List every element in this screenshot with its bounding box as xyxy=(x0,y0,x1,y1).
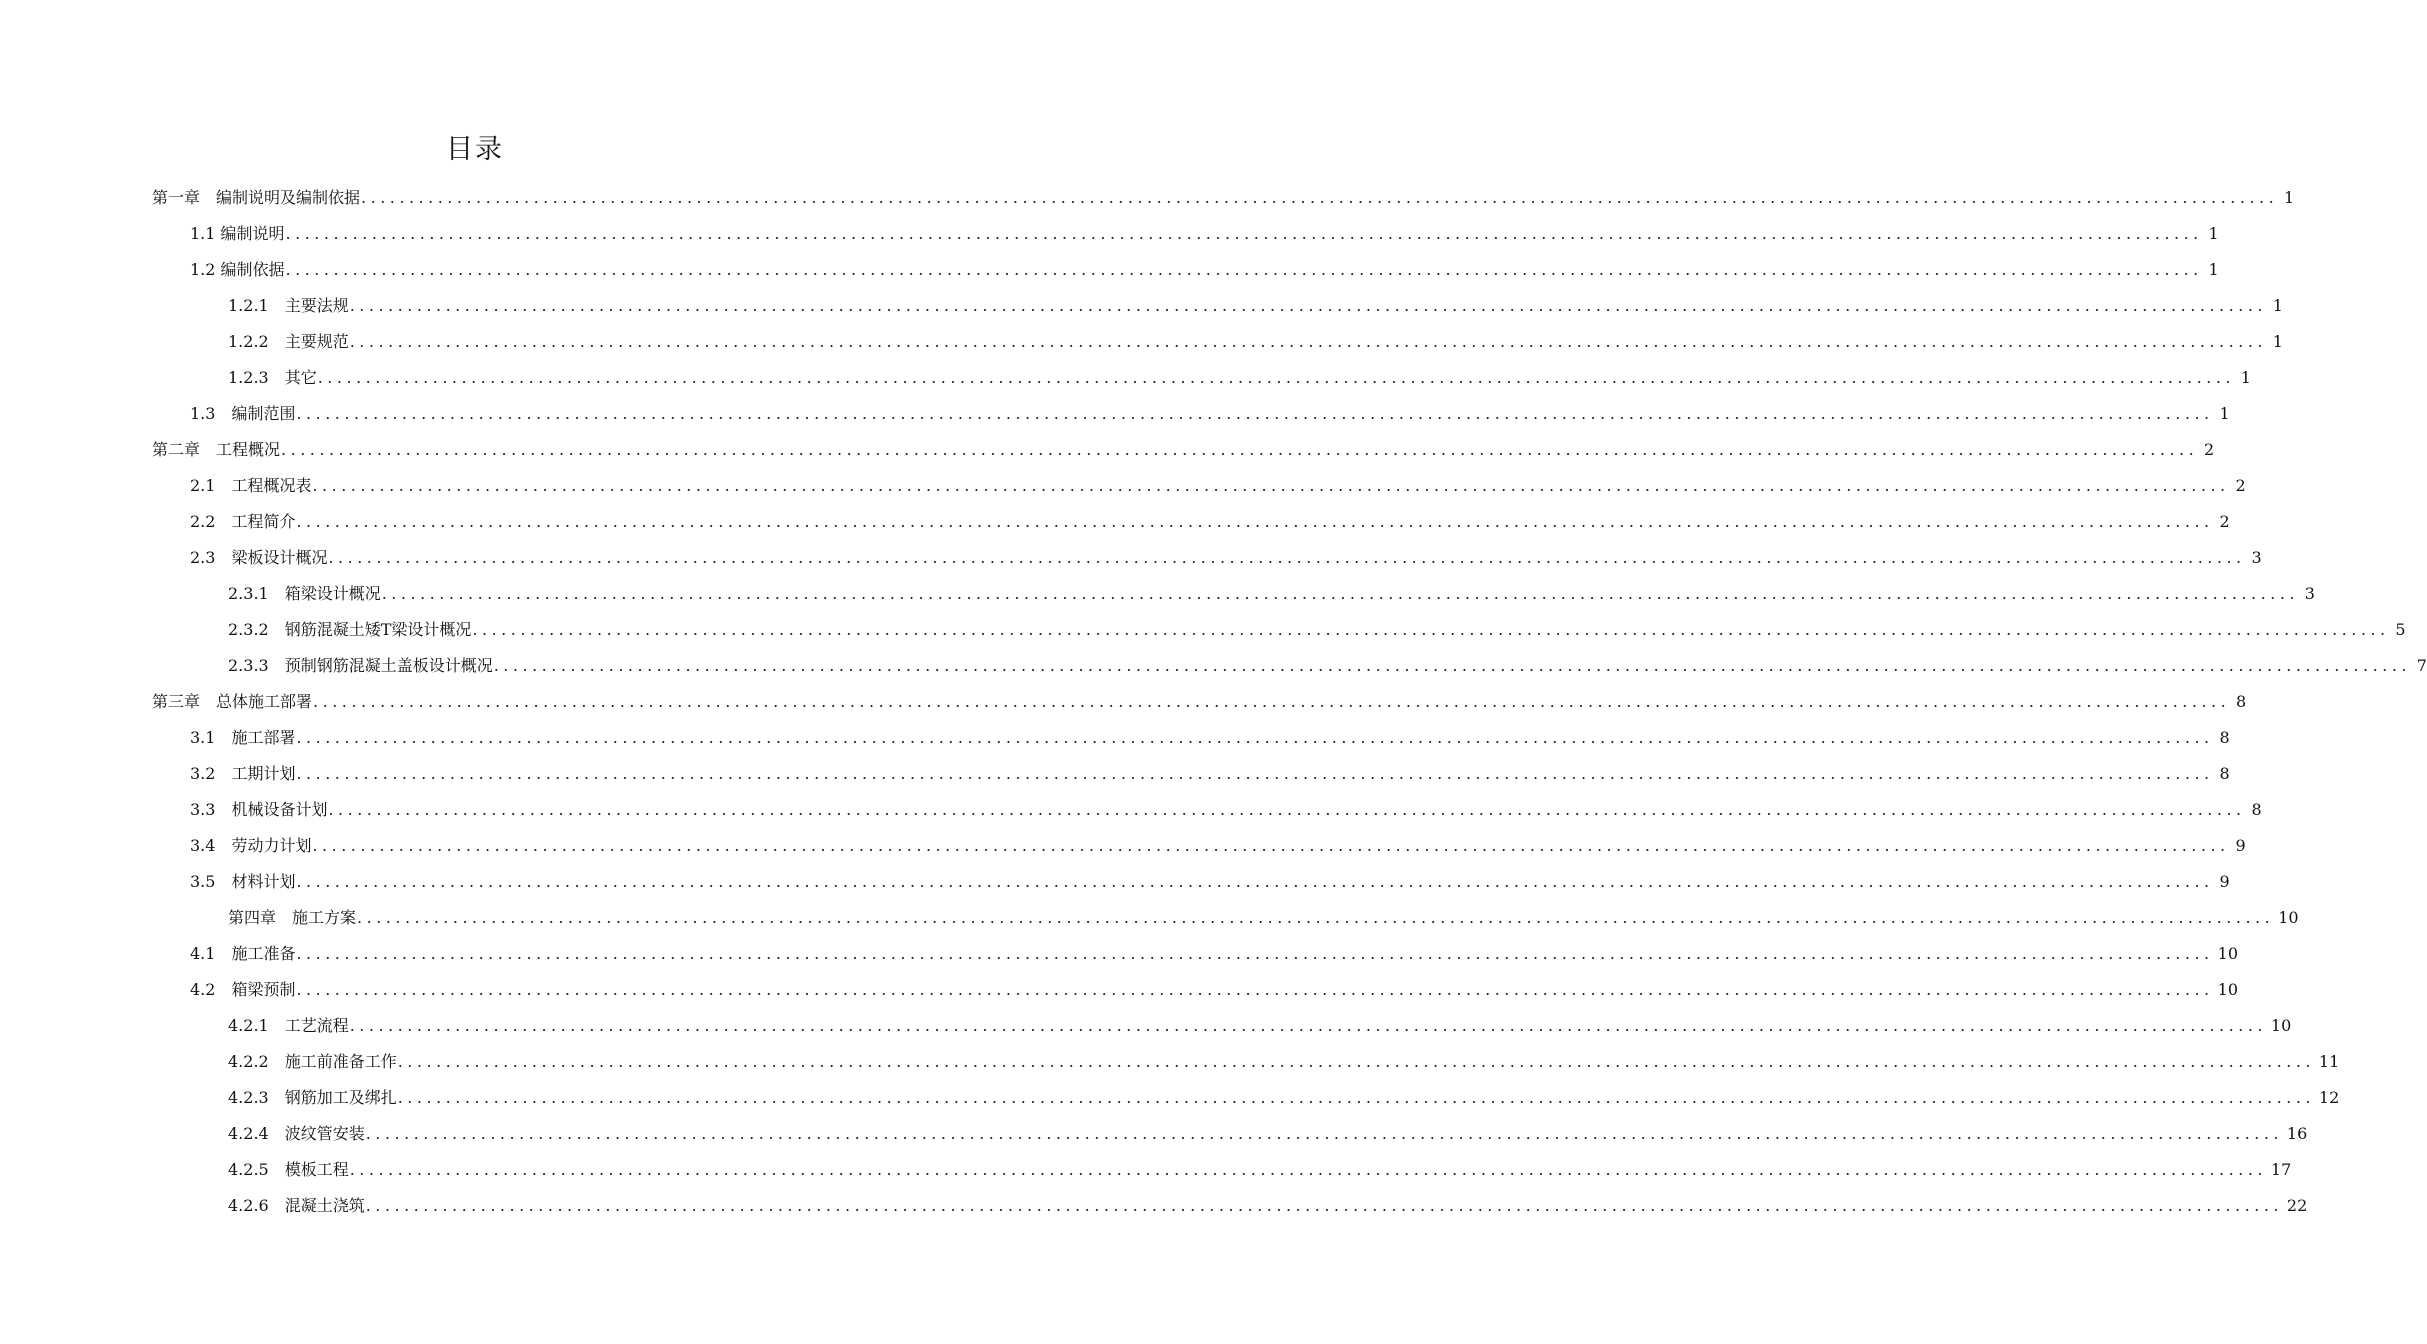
toc-entry-title: 第一章 编制说明及编制依据 xyxy=(152,188,361,207)
dot-leader: ........................................................................................................................................................................................................ xyxy=(296,512,2214,531)
dot-leader: ........................................................................................................................................................................................................ xyxy=(312,836,2230,855)
toc-entry-page-number: 5 xyxy=(2395,620,2406,639)
toc-entry[interactable] xyxy=(0,836,2246,872)
toc-entry-page-number: 8 xyxy=(2219,764,2230,783)
dot-leader: ........................................................................................................................................................................................................ xyxy=(472,620,2390,639)
toc-entry-title: 4.1 施工准备 xyxy=(190,944,296,963)
toc-entry[interactable] xyxy=(0,188,2295,224)
dot-leader: ........................................................................................................................................................................................................ xyxy=(357,908,2275,927)
dot-leader: ........................................................................................................................................................................................................ xyxy=(381,584,2299,603)
toc-entry-title: 2.2 工程简介 xyxy=(190,512,296,531)
dot-leader: ........................................................................................................................................................................................................ xyxy=(349,1016,2267,1035)
dot-leader: ........................................................................................................................................................................................................ xyxy=(296,944,2214,963)
toc-entry[interactable] xyxy=(0,620,2406,656)
toc-entry-page-number: 8 xyxy=(2251,800,2262,819)
toc-entry-title: 4.2.2 施工前准备工作 xyxy=(228,1052,397,1071)
toc-entry[interactable] xyxy=(0,1052,2340,1088)
toc-entry-page-number: 10 xyxy=(2217,980,2238,999)
page-title: 目录 xyxy=(446,134,504,165)
dot-leader: ........................................................................................................................................................................................................ xyxy=(349,296,2267,315)
toc-entry-title: 第二章 工程概况 xyxy=(152,440,281,459)
toc-entry[interactable] xyxy=(0,800,2262,836)
dot-leader: ........................................................................................................................................................................................................ xyxy=(313,692,2231,711)
toc-entry-title: 2.3.2 钢筋混凝土矮T梁设计概况 xyxy=(228,620,472,639)
toc-entry[interactable] xyxy=(0,1160,2292,1196)
toc-entry[interactable] xyxy=(0,1124,2308,1160)
dot-leader: ........................................................................................................................................................................................................ xyxy=(296,872,2214,891)
toc-entry-title: 3.2 工期计划 xyxy=(190,764,296,783)
toc-entry[interactable] xyxy=(0,764,2230,800)
toc-entry-page-number: 1 xyxy=(2208,224,2219,243)
toc-entry[interactable] xyxy=(0,872,2230,908)
dot-leader: ........................................................................................................................................................................................................ xyxy=(296,728,2214,747)
dot-leader: ........................................................................................................................................................................................................ xyxy=(328,548,2246,567)
toc-entry[interactable] xyxy=(0,944,2238,980)
toc-entry-title: 1.2 编制依据 xyxy=(190,260,285,279)
dot-leader: ........................................................................................................................................................................................................ xyxy=(365,1196,2283,1215)
dot-leader: ........................................................................................................................................................................................................ xyxy=(296,764,2214,783)
toc-entry-title: 1.2.1 主要法规 xyxy=(228,296,349,315)
toc-entry[interactable] xyxy=(0,548,2262,584)
toc-entry-title: 1.3 编制范围 xyxy=(190,404,296,423)
toc-entry[interactable] xyxy=(0,512,2230,548)
toc-entry-title: 4.2.5 模板工程 xyxy=(228,1160,349,1179)
toc-entry[interactable] xyxy=(0,332,2283,368)
toc-entry-title: 4.2.1 工艺流程 xyxy=(228,1016,349,1035)
toc-entry-page-number: 1 xyxy=(2208,260,2219,279)
toc-entry-title: 2.3.3 预制钢筋混凝土盖板设计概况 xyxy=(228,656,493,675)
toc-entry[interactable] xyxy=(0,908,2299,944)
dot-leader: ........................................................................................................................................................................................................ xyxy=(349,332,2267,351)
toc-entry-page-number: 22 xyxy=(2286,1196,2308,1215)
toc-entry-page-number: 10 xyxy=(2217,944,2238,963)
toc-entry[interactable] xyxy=(0,296,2283,332)
toc-entry[interactable] xyxy=(0,584,2315,620)
toc-entry[interactable] xyxy=(0,260,2219,296)
toc-entry-title: 3.1 施工部署 xyxy=(190,728,296,747)
toc-entry[interactable] xyxy=(0,404,2230,440)
toc-entry-page-number: 17 xyxy=(2270,1160,2292,1179)
toc-entry-page-number: 1 xyxy=(2240,368,2251,387)
toc-entry-title: 4.2 箱梁预制 xyxy=(190,980,296,999)
toc-entry-page-number: 2 xyxy=(2219,512,2230,531)
dot-leader: ........................................................................................................................................................................................................ xyxy=(312,476,2230,495)
toc-entry-title: 1.2.2 主要规范 xyxy=(228,332,349,351)
dot-leader: ........................................................................................................................................................................................................ xyxy=(296,980,2214,999)
toc-entry-page-number: 3 xyxy=(2304,584,2315,603)
toc-entry-page-number: 7 xyxy=(2416,656,2427,675)
toc-entry-title: 4.2.4 波纹管安装 xyxy=(228,1124,365,1143)
toc-entry-title: 3.4 劳动力计划 xyxy=(190,836,312,855)
toc-entry-page-number: 8 xyxy=(2236,692,2247,711)
toc-entry-title: 4.2.3 钢筋加工及绑扎 xyxy=(228,1088,397,1107)
dot-leader: ........................................................................................................................................................................................................ xyxy=(493,656,2411,675)
dot-leader: ........................................................................................................................................................................................................ xyxy=(285,260,2203,279)
toc-entry-title: 4.2.6 混凝土浇筑 xyxy=(228,1196,365,1215)
toc-entry-page-number: 16 xyxy=(2286,1124,2308,1143)
toc-entry-page-number: 1 xyxy=(2272,332,2283,351)
toc-entry-page-number: 2 xyxy=(2204,440,2215,459)
dot-leader: ........................................................................................................................................................................................................ xyxy=(281,440,2199,459)
toc-entry-page-number: 9 xyxy=(2235,836,2246,855)
toc-entry[interactable] xyxy=(0,440,2215,476)
toc-entry[interactable] xyxy=(0,476,2246,512)
dot-leader: ........................................................................................................................................................................................................ xyxy=(397,1052,2315,1071)
toc-entry[interactable] xyxy=(0,1016,2292,1052)
dot-leader: ........................................................................................................................................................................................................ xyxy=(328,800,2246,819)
dot-leader: ........................................................................................................................................................................................................ xyxy=(317,368,2235,387)
toc-entry-title: 2.3 梁板设计概况 xyxy=(190,548,328,567)
toc-entry-page-number: 10 xyxy=(2278,908,2299,927)
toc-entry-title: 3.3 机械设备计划 xyxy=(190,800,328,819)
toc-entry-page-number: 11 xyxy=(2318,1052,2340,1071)
table-of-contents xyxy=(0,188,2427,1232)
toc-entry-title: 1.1 编制说明 xyxy=(190,224,285,243)
toc-entry-page-number: 1 xyxy=(2284,188,2295,207)
toc-entry-page-number: 9 xyxy=(2219,872,2230,891)
toc-entry-page-number: 1 xyxy=(2219,404,2230,423)
toc-entry[interactable] xyxy=(0,224,2219,260)
toc-entry[interactable] xyxy=(0,368,2251,404)
toc-entry[interactable] xyxy=(0,980,2238,1016)
toc-entry[interactable] xyxy=(0,692,2247,728)
toc-entry-title: 1.2.3 其它 xyxy=(228,368,317,387)
toc-entry[interactable] xyxy=(0,1088,2340,1124)
toc-entry-title: 第四章 施工方案 xyxy=(228,908,357,927)
toc-entry[interactable] xyxy=(0,1196,2308,1232)
toc-entry-page-number: 2 xyxy=(2235,476,2246,495)
toc-entry-page-number: 3 xyxy=(2251,548,2262,567)
toc-entry-title: 3.5 材料计划 xyxy=(190,872,296,891)
dot-leader: ........................................................................................................................................................................................................ xyxy=(365,1124,2283,1143)
toc-entry-page-number: 10 xyxy=(2270,1016,2292,1035)
toc-entry-title: 第三章 总体施工部署 xyxy=(152,692,313,711)
dot-leader: ........................................................................................................................................................................................................ xyxy=(397,1088,2315,1107)
dot-leader: ........................................................................................................................................................................................................ xyxy=(349,1160,2267,1179)
toc-entry-page-number: 8 xyxy=(2219,728,2230,747)
toc-entry-title: 2.3.1 箱梁设计概况 xyxy=(228,584,381,603)
toc-entry[interactable] xyxy=(0,728,2230,764)
dot-leader: ........................................................................................................................................................................................................ xyxy=(296,404,2214,423)
dot-leader: ........................................................................................................................................................................................................ xyxy=(285,224,2203,243)
toc-entry-page-number: 12 xyxy=(2318,1088,2340,1107)
toc-entry[interactable] xyxy=(0,656,2427,692)
dot-leader: ........................................................................................................................................................................................................ xyxy=(361,188,2279,207)
toc-entry-title: 2.1 工程概况表 xyxy=(190,476,312,495)
toc-entry-page-number: 1 xyxy=(2272,296,2283,315)
